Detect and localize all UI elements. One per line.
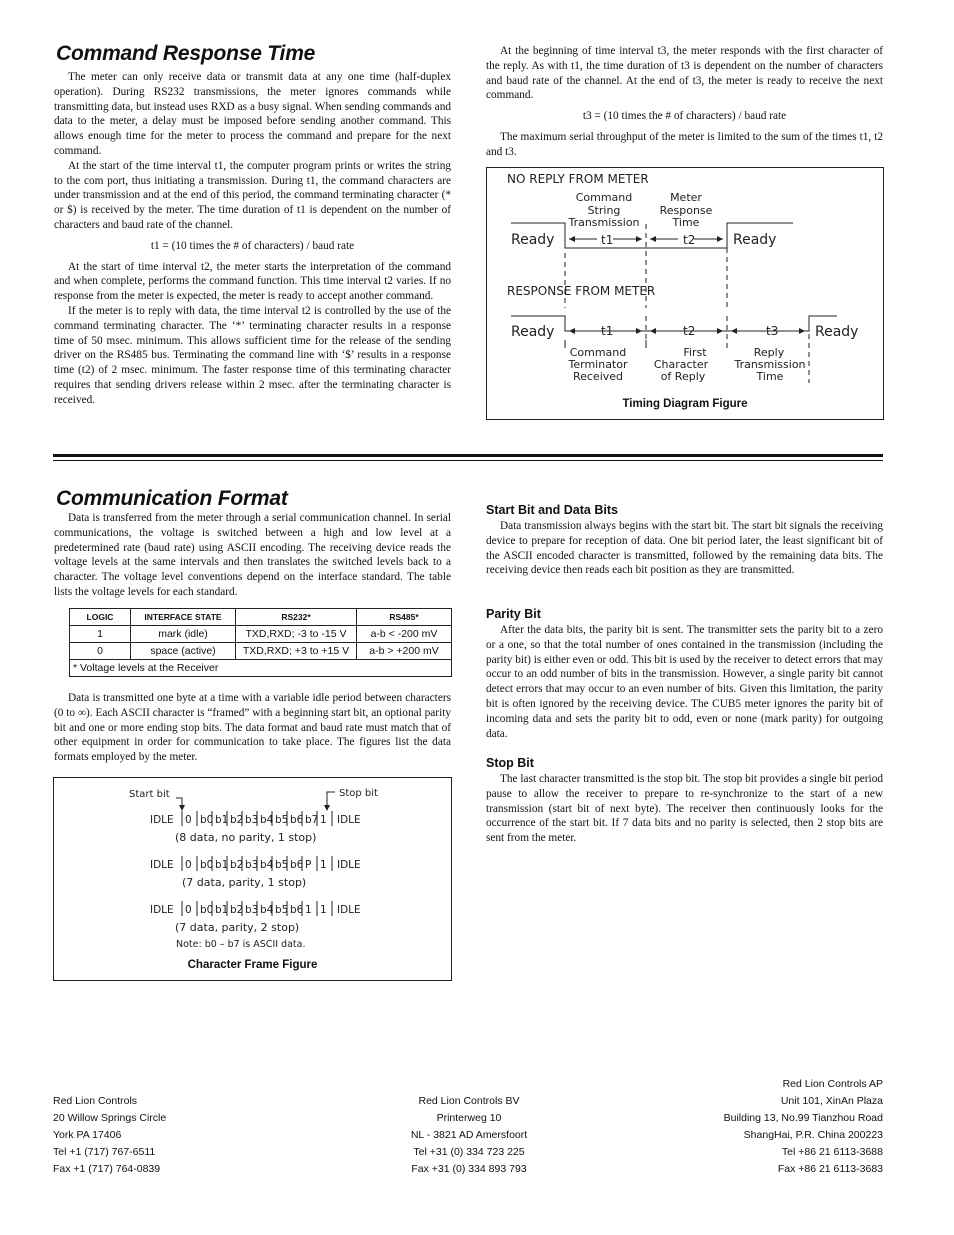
idle-label-left: IDLE xyxy=(150,814,174,826)
reply-tx-label-2: Transmission xyxy=(734,358,806,371)
formula-t3: t3 = (10 times the # of characters) / baud rate xyxy=(582,110,787,123)
timing-diagram xyxy=(487,168,883,419)
bit-cell: b2 xyxy=(230,814,244,826)
t2-label-b: t2 xyxy=(683,324,696,338)
bit-cell: b0 xyxy=(200,904,214,916)
bit-cell: b6 xyxy=(290,859,304,871)
bit-cell: 1 xyxy=(320,904,327,916)
stop-bit-label: Stop bit xyxy=(339,788,378,799)
start-bit-label: Start bit xyxy=(129,789,170,800)
t2-label-a: t2 xyxy=(683,233,696,247)
t1-label-b: t1 xyxy=(601,324,614,338)
comm-format-intro xyxy=(54,511,451,600)
bit-cell: b1 xyxy=(215,904,229,916)
address-line: Fax +1 (717) 764-0839 xyxy=(53,1163,161,1175)
command-response-text xyxy=(54,70,451,408)
crt-paragraph-4: If the meter is to reply with data, the time interval t2 is controlled by the use of the command terminating character. The ‘*’ terminating character results in a response time of 50 msec. minimum. This allows sufficient time for the release of the sending driver on the RS485 bus. Terminating the command line with ‘$’ results in a response time (t2) of 2 msec. minimum. The faster response time of this terminating character requires that sending drivers release within 2 msec. after the terminating character is received. xyxy=(54,304,451,406)
bit-cell: b6 xyxy=(290,814,304,826)
bit-cell: b4 xyxy=(260,814,274,826)
voltage-level-table xyxy=(69,608,452,677)
reply-tx-label-3: Time xyxy=(756,370,784,383)
bit-cell: b0 xyxy=(200,814,214,826)
bit-cell: b3 xyxy=(245,859,259,871)
parity-bit-text xyxy=(486,623,883,741)
idle-label-left: IDLE xyxy=(150,904,174,916)
cell-rs485: a-b < -200 mV xyxy=(357,626,452,643)
start-bit-heading: Start Bit and Data Bits xyxy=(486,503,618,517)
parity-bit-heading: Parity Bit xyxy=(486,607,541,621)
table-note-row xyxy=(70,660,452,677)
table-row xyxy=(70,626,452,643)
address-line: Building 13, No.99 Tianzhou Road xyxy=(723,1112,883,1124)
table-header-row xyxy=(70,609,452,626)
header-rs485: RS485* xyxy=(357,609,452,626)
bit-cell: b4 xyxy=(260,859,274,871)
no-reply-title: NO REPLY FROM METER xyxy=(507,172,649,186)
address-line: York PA 17406 xyxy=(53,1129,122,1141)
meter-resp-label-2: Response xyxy=(659,204,713,217)
stop-bit-text xyxy=(486,772,883,846)
bit-cell: b1 xyxy=(215,859,229,871)
reply-tx-label-1: Reply xyxy=(753,346,785,359)
address-line: 20 Willow Springs Circle xyxy=(53,1112,167,1124)
cmd-string-label-1: Command xyxy=(575,191,633,204)
table-note: * Voltage levels at the Receiver xyxy=(70,660,452,677)
t1-label-a: t1 xyxy=(601,233,614,247)
comm-paragraph-1: Data is transferred from the meter through a serial communication channel. In serial communications, the voltage is switched between a high and low level at a predetermined rate (baud rate) using ASCII encoding. The receiving device reads the voltage levels at the same intervals and then translates the switched levels back to a character. The voltage level conventions depend on the interface standard. The table lists the voltage levels for each standard. xyxy=(54,512,451,598)
bit-cell: b6 xyxy=(290,904,304,916)
response-title: RESPONSE FROM METER xyxy=(507,284,656,298)
section-rule-thin xyxy=(53,460,883,461)
address-line: Fax +31 (0) 334 893 793 xyxy=(411,1163,527,1175)
bit-cell: 1 xyxy=(320,859,327,871)
address-line: Red Lion Controls xyxy=(53,1095,138,1107)
cell-rs232: TXD,RXD; -3 to -15 V xyxy=(236,626,357,643)
table-row xyxy=(70,643,452,660)
bit-cell: b7 xyxy=(305,814,319,826)
crt-paragraph-5: At the beginning of time interval t3, the meter responds with the first character of the reply. As with t1, the time duration of t3 is dependent on the number of characters and baud rate of the channel. At the end of t3, the meter is ready to receive the next command. xyxy=(486,45,883,102)
bit-cell: b2 xyxy=(230,859,244,871)
timing-diagram-caption: Timing Diagram Figure xyxy=(622,398,748,410)
crt-paragraph-1: The meter can only receive data or transmit data at any one time (half-duplex operation). During RS232 transmissions, the meter ignores commands while transmitting data, but instead uses RXD as a busy signal. When sending commands and data to the meter, a delay must be imposed before sending another command. This allows enough time for the meter to process the command and prepare for the next command. xyxy=(54,71,451,157)
address-line: ShangHai, P.R. China 200223 xyxy=(743,1129,883,1141)
address-line: Printerweg 10 xyxy=(436,1112,502,1124)
cell-state: mark (idle) xyxy=(131,626,236,643)
address-line: Fax +86 21 6113-3683 xyxy=(777,1163,883,1175)
address-line: Tel +1 (717) 767-6511 xyxy=(53,1146,156,1158)
frame2-description: (7 data, parity, 1 stop) xyxy=(182,876,307,889)
bit-cell: 0 xyxy=(185,814,192,826)
idle-label-left: IDLE xyxy=(150,859,174,871)
header-interface-state: INTERFACE STATE xyxy=(131,609,236,626)
bit-cell: b4 xyxy=(260,904,274,916)
cmd-term-label-1: Command xyxy=(569,346,627,359)
cmd-string-label-2: String xyxy=(587,204,621,217)
bit-cell: P xyxy=(305,859,312,871)
response-waveform xyxy=(511,316,837,331)
stop-bit-heading: Stop Bit xyxy=(486,756,534,770)
address-line: Red Lion Controls BV xyxy=(418,1095,520,1107)
footer-address-ap xyxy=(724,1076,883,1178)
bit-cell: 0 xyxy=(185,859,192,871)
bit-cell: b3 xyxy=(245,814,259,826)
cell-state: space (active) xyxy=(131,643,236,660)
crt-paragraph-3: At the start of time interval t2, the meter starts the interpretation of the command and when complete, performs the command function. This time interval t2 varies. If no response from the meter is expected, the meter is ready to accept another command. xyxy=(54,260,451,303)
cell-rs485: a-b > +200 mV xyxy=(357,643,452,660)
formula-t1: t1 = (10 times the # of characters) / baud rate xyxy=(150,239,355,252)
cell-logic: 0 xyxy=(70,643,131,660)
frame-rows xyxy=(150,811,361,916)
ready-label-1: Ready xyxy=(511,232,555,248)
character-frame-caption: Character Frame Figure xyxy=(187,959,318,971)
header-rs232: RS232* xyxy=(236,609,357,626)
address-line: Tel +86 21 6113-3688 xyxy=(781,1146,883,1158)
header-logic: LOGIC xyxy=(70,609,131,626)
address-line: Red Lion Controls AP xyxy=(782,1078,883,1090)
t3-label: t3 xyxy=(766,324,779,338)
cell-logic: 1 xyxy=(70,626,131,643)
bit-cell: 1 xyxy=(305,904,312,916)
character-frame-diagram xyxy=(54,778,451,980)
meter-resp-label-3: Time xyxy=(672,216,700,229)
ready-label-4: Ready xyxy=(815,324,859,340)
idle-label-right: IDLE xyxy=(337,859,361,871)
bit-cell: b5 xyxy=(275,859,289,871)
first-char-label-1: First xyxy=(683,346,707,359)
footer-address-bv xyxy=(369,1093,569,1178)
bit-cell: b5 xyxy=(275,814,289,826)
ascii-note: Note: b0 – b7 is ASCII data. xyxy=(176,939,306,950)
section-rule-thick xyxy=(53,454,883,457)
character-frame-figure xyxy=(53,777,452,981)
timing-diagram-figure xyxy=(486,167,884,420)
crt-paragraph-6: The maximum serial throughput of the meter is limited to the sum of the times t1, t2 and t3. xyxy=(486,130,883,158)
bit-cell: 1 xyxy=(320,814,327,826)
ready-label-2: Ready xyxy=(733,232,777,248)
crt-paragraph-2: At the start of the time interval t1, the computer program prints or writes the string to the com port, thus initiating a transmission. During t1, the command characters are under transmission and at the end of this period, the command terminating character (* or $) is received by the meter. The time duration of t1 is dependent on the number of characters and baud rate of the channel. xyxy=(54,159,451,231)
start-bit-paragraph: Data transmission always begins with the start bit. The start bit signals the receiving device to prepare for reception of data. One bit period later, the least significant bit of the ASCII encoded character is transmitted, followed by the remaining data bits. The receiving device then reads each bit position as they are transmitted. xyxy=(486,520,883,577)
start-bit-text xyxy=(486,519,883,578)
idle-label-right: IDLE xyxy=(337,814,361,826)
address-line: NL - 3821 AD Amersfoort xyxy=(410,1129,528,1141)
footer-address-usa xyxy=(53,1093,166,1178)
frame1-description: (8 data, no parity, 1 stop) xyxy=(175,831,317,844)
first-char-label-3: of Reply xyxy=(660,370,706,383)
meter-resp-label-1: Meter xyxy=(670,191,702,204)
command-response-time-heading: Command Response Time xyxy=(56,42,316,65)
comm-paragraph-2: Data is transmitted one byte at a time with a variable idle period between characters (0 to ∞). Each ASCII character is “framed” with a beginning start bit, an optional parity bit and one or more ending stop bits. The data format and baud rate must match that of other equipment in order for communication to take place. The figures list the data formats employed by the meter. xyxy=(54,692,451,764)
ready-label-3: Ready xyxy=(511,324,555,340)
comm-format-text-2 xyxy=(54,691,451,765)
communication-format-heading: Communication Format xyxy=(56,487,288,510)
bit-cell: b2 xyxy=(230,904,244,916)
cmd-string-label-3: Transmission xyxy=(568,216,640,229)
first-char-label-2: Character xyxy=(653,358,709,371)
idle-label-right: IDLE xyxy=(337,904,361,916)
frame3-description: (7 data, parity, 2 stop) xyxy=(175,921,300,934)
cmd-term-label-2: Terminator xyxy=(568,358,628,371)
bit-cell: b1 xyxy=(215,814,229,826)
command-response-text-cont xyxy=(486,44,883,160)
parity-bit-paragraph: After the data bits, the parity bit is sent. The transmitter sets the parity bit to a zero or a one, so that the total number of ones contained in the transmission (including the parity bit) is either even or odd. This bit is used by the receiver to detect errors that may occur to an odd number of bits in the transmission. However, a single parity bit cannot detect errors that may occur to an even number of bits. Given this limitation, the parity bit is often ignored by the receiving device. The CUB5 meter ignores the parity bit of incoming data and sets the parity bit to odd, even or none (mark parity) for outgoing data. xyxy=(486,624,883,740)
bit-cell: b0 xyxy=(200,859,214,871)
address-line: Unit 101, XinAn Plaza xyxy=(780,1095,883,1107)
bit-cell: 0 xyxy=(185,904,192,916)
bit-cell: b5 xyxy=(275,904,289,916)
stop-bit-paragraph: The last character transmitted is the stop bit. The stop bit provides a single bit period pause to allow the receiver to prepare to re-synchronize to the start of a new transmission (start bit of next byte). The receiver then continuously looks for the occurrence of the start bit. If 7 data bits and no parity is selected, then 2 stop bits are sent from the meter. xyxy=(486,773,883,845)
bit-cell: b3 xyxy=(245,904,259,916)
cmd-term-label-3: Received xyxy=(572,370,624,383)
address-line: Tel +31 (0) 334 723 225 xyxy=(413,1146,525,1158)
cell-rs232: TXD,RXD; +3 to +15 V xyxy=(236,643,357,660)
